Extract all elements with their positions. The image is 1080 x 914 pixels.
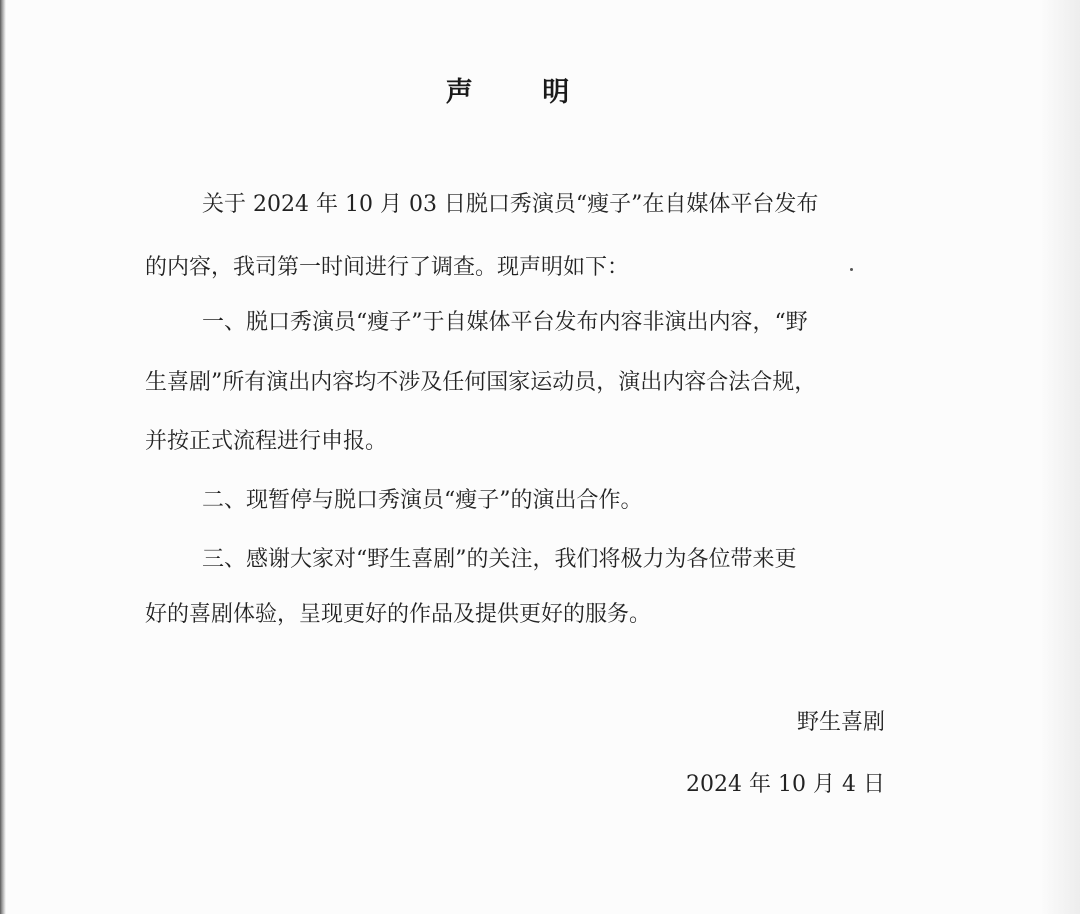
paragraph-1-line-2: 的内容，我司第一时间进行了调查。现声明如下：: [145, 255, 630, 280]
signature-organization: 野生喜剧: [796, 710, 885, 735]
paragraph-4-line-1: 三、感谢大家对“野生喜剧”的关注，我们将极力为各位带来更: [202, 547, 797, 572]
scan-speck: [850, 268, 853, 271]
document-title: 声 明: [445, 77, 600, 108]
paragraph-2-line-2: 生喜剧”所有演出内容均不涉及任何国家运动员，演出内容合法合规，: [145, 370, 817, 395]
paragraph-1-line-1: 关于 2024 年 10 月 03 日脱口秀演员“瘦子”在自媒体平台发布: [202, 192, 819, 217]
paragraph-4-line-2: 好的喜剧体验，呈现更好的作品及提供更好的服务。: [145, 602, 652, 627]
scan-left-edge: [0, 0, 6, 914]
paragraph-3-line-1: 二、现暂停与脱口秀演员“瘦子”的演出合作。: [202, 488, 643, 513]
paragraph-2-line-3: 并按正式流程进行申报。: [145, 429, 388, 454]
scan-right-edge: [1040, 0, 1080, 914]
signature-date: 2024 年 10 月 4 日: [686, 772, 885, 797]
paragraph-2-line-1: 一、脱口秀演员“瘦子”于自媒体平台发布内容非演出内容，“野: [202, 310, 808, 335]
